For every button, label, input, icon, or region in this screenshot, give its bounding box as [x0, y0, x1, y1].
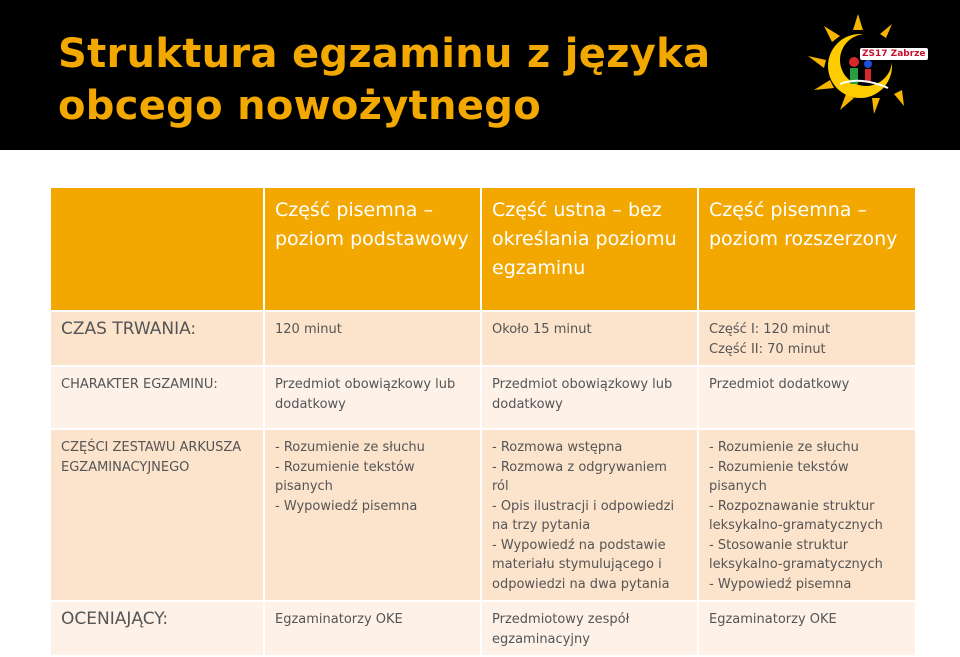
- header-cell-empty: [51, 188, 263, 310]
- header-cell-written-basic: Część pisemna – poziom podstawowy: [265, 188, 480, 310]
- table-cell: Przedmiot dodatkowy: [699, 367, 915, 428]
- table-cell: Egzaminatorzy OKE: [699, 602, 915, 655]
- exam-structure-table: [49, 186, 917, 657]
- table-cell: Przedmiot obowiązkowy lub dodatkowy: [265, 367, 480, 428]
- table-cell: Około 15 minut: [482, 312, 697, 365]
- row-label-character: CHARAKTER EGZAMINU:: [51, 367, 263, 428]
- table-cell: 120 minut: [265, 312, 480, 365]
- table-row: [51, 602, 915, 655]
- sun-logo-icon: [796, 10, 954, 118]
- slide-title: Struktura egzaminu z języka obcego nowożytnego: [58, 31, 711, 129]
- logo-text: ZS17 Zabrze: [862, 49, 926, 59]
- header-cell-oral: Część ustna – bez określania poziomu egzaminu: [482, 188, 697, 310]
- table-row: [51, 430, 915, 600]
- table-cell: Przedmiotowy zespół egzaminacyjny: [482, 602, 697, 655]
- table-cell: Przedmiot obowiązkowy lub dodatkowy: [482, 367, 697, 428]
- table-cell: - Rozumienie ze słuchu - Rozumienie tekstów pisanych - Rozpoznawanie struktur leksykalno-gramatycznych - Stosowanie struktur leksykalno-gramatycznych - Wypowiedź pisemna: [699, 430, 915, 600]
- row-label-examiners: OCENIAJĄCY:: [51, 602, 263, 655]
- row-label-parts: CZĘŚCI ZESTAWU ARKUSZA EGZAMINACYJNEGO: [51, 430, 263, 600]
- table-row: [51, 367, 915, 428]
- table-header-row: [51, 188, 915, 310]
- header-cell-written-extended: Część pisemna – poziom rozszerzony: [699, 188, 915, 310]
- title-banner: [0, 0, 960, 150]
- table-cell: - Rozmowa wstępna - Rozmowa z odgrywaniem ról - Opis ilustracji i odpowiedzi na trzy pytania - Wypowiedź na podstawie materiału stymulującego i odpowiedzi na dwa pytania: [482, 430, 697, 600]
- table-cell: Część I: 120 minut Część II: 70 minut: [699, 312, 915, 365]
- table-cell: Egzaminatorzy OKE: [265, 602, 480, 655]
- table-cell: - Rozumienie ze słuchu - Rozumienie tekstów pisanych - Wypowiedź pisemna: [265, 430, 480, 600]
- table-row: [51, 312, 915, 365]
- row-label-duration: CZAS TRWANIA:: [51, 312, 263, 365]
